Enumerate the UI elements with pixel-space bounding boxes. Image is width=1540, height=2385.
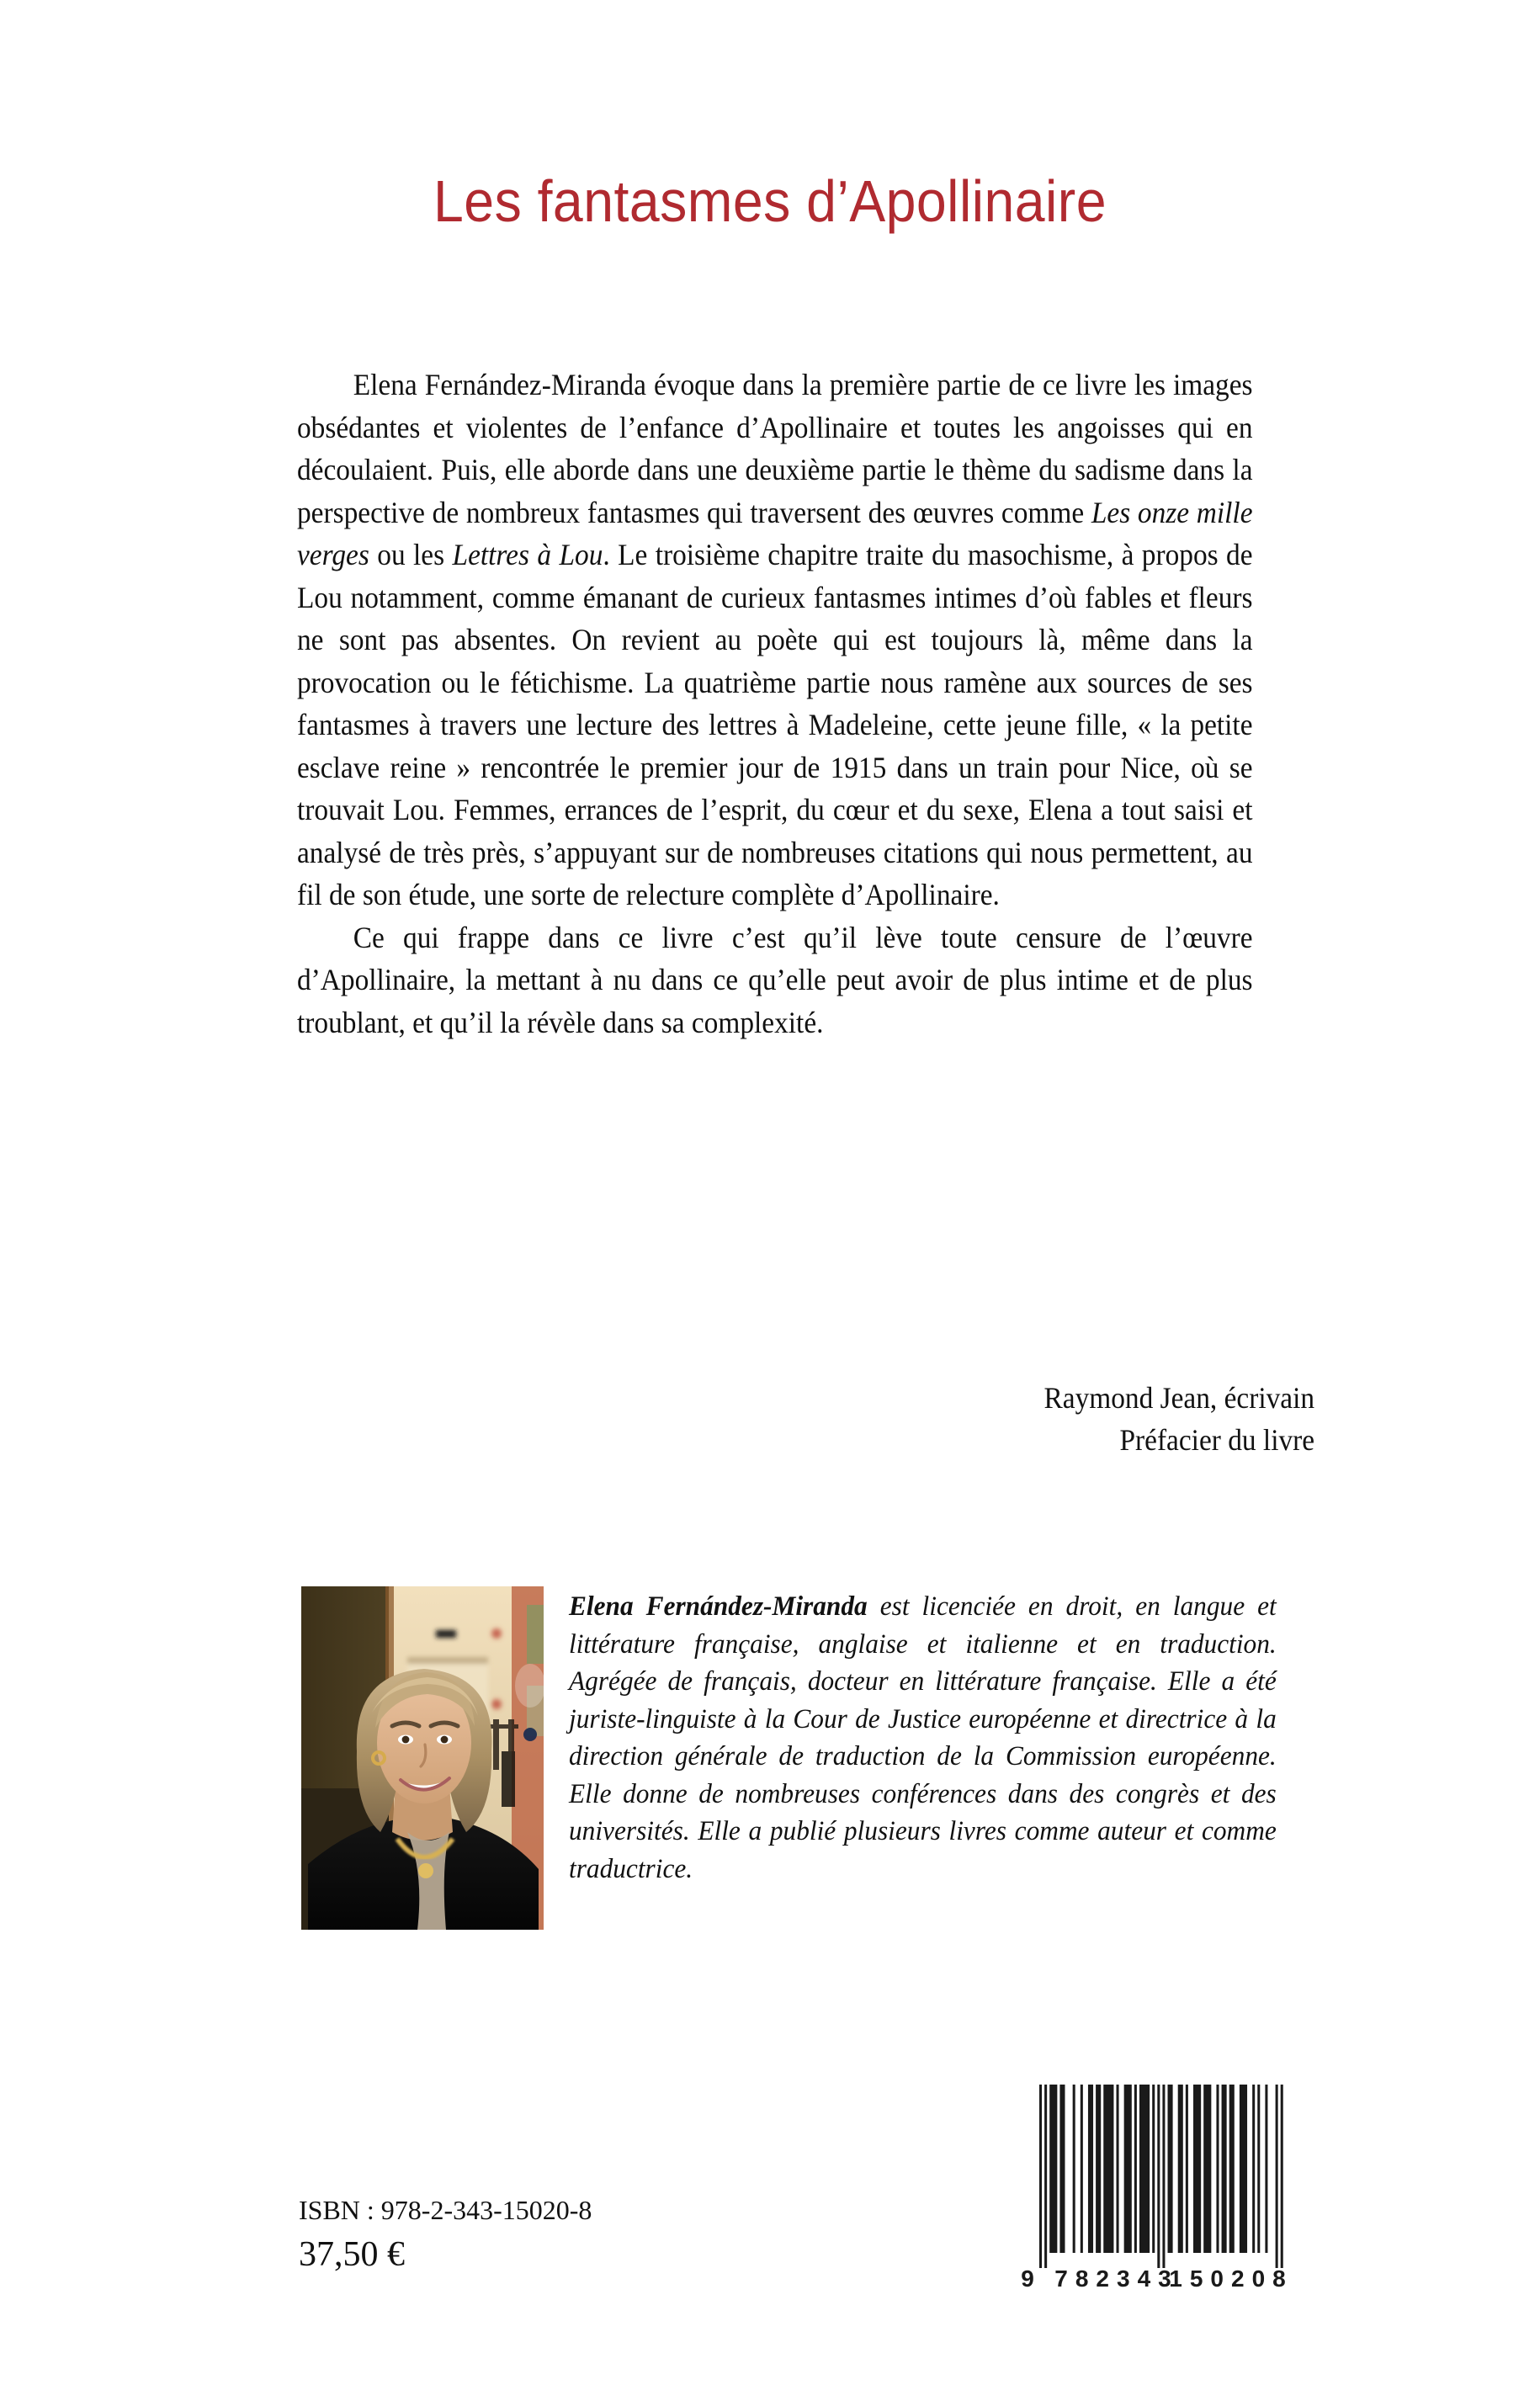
signature-role: Préfacier du livre [1119,1423,1314,1457]
author-block [301,1586,1315,1940]
ean13-barcode [1017,2069,1314,2292]
blurb-paragraph-1: Elena Fernández-Miranda évoque dans la première partie de ce livre les images obsédantes et violentes de l’enfance d’Apollinaire et toutes les angoisses qui en découlaient. Puis, elle aborde dans une deuxième partie le thème du sadisme dans la perspective de nombreux fantasmes qui traversent des œuvres comme Les onze mille verges ou les Lettres à Lou. Le troisième chapitre traite du masochisme, à propos de Lou notamment, comme émanant de curieux fantasmes intimes d’où fables et fleurs ne sont pas absentes. On revient au poète qui est toujours là, même dans la provocation ou le fétichisme. La quatrième partie nous ramène aux sources de ses fantasmes à travers une lecture des lettres à Madeleine, cette jeune fille, « la petite esclave reine » rencontrée le premier jour de 1915 dans un train pour Nice, où se trouvait Lou. Femmes, errances de l’esprit, du cœur et du sexe, Elena a tout saisi et analysé de très près, s’appuyant sur de nombreuses citations qui nous permettent, au fil de son étude, une sorte de relecture complète d’Apollinaire. [297,368,1253,911]
signature-name: Raymond Jean, écrivain [1043,1381,1314,1415]
svg-text:150208: 150208 [1169,2265,1293,2292]
blurb-text [297,364,1253,1044]
signature-block [1043,1377,1314,1461]
price-text: 37,50 € [299,2235,405,2274]
blurb-paragraph-2: Ce qui frappe dans ce livre c’est qu’il lève toute censure de l’œuvre d’Apollinaire, la mettant à nu dans ce qu’elle peut avoir de plus intime et de plus troublant, et qu’il la révèle dans sa complexité. [297,920,1253,1039]
author-biography: Elena Fernández-Miranda est licenciée en droit, en langue et littérature française, anglaise et italienne et en traduction. Agrégée de français, docteur en littérature française. Elle a été juriste-linguiste à la Cour de Justice européenne et directrice à la direction générale de traduction de la Commission européenne. Elle donne de nombreuses conférences dans des congrès et des universités. Elle a publié plusieurs livres comme auteur et comme traductrice. [569,1591,1277,1884]
page-title: Les fantasmes d’Apollinaire [433,167,1107,234]
svg-text:782343: 782343 [1054,2265,1179,2292]
svg-text:9: 9 [1021,2265,1034,2292]
isbn-text: ISBN : 978-2-343-15020-8 [299,2195,592,2225]
author-portrait-photo [301,1586,544,1930]
